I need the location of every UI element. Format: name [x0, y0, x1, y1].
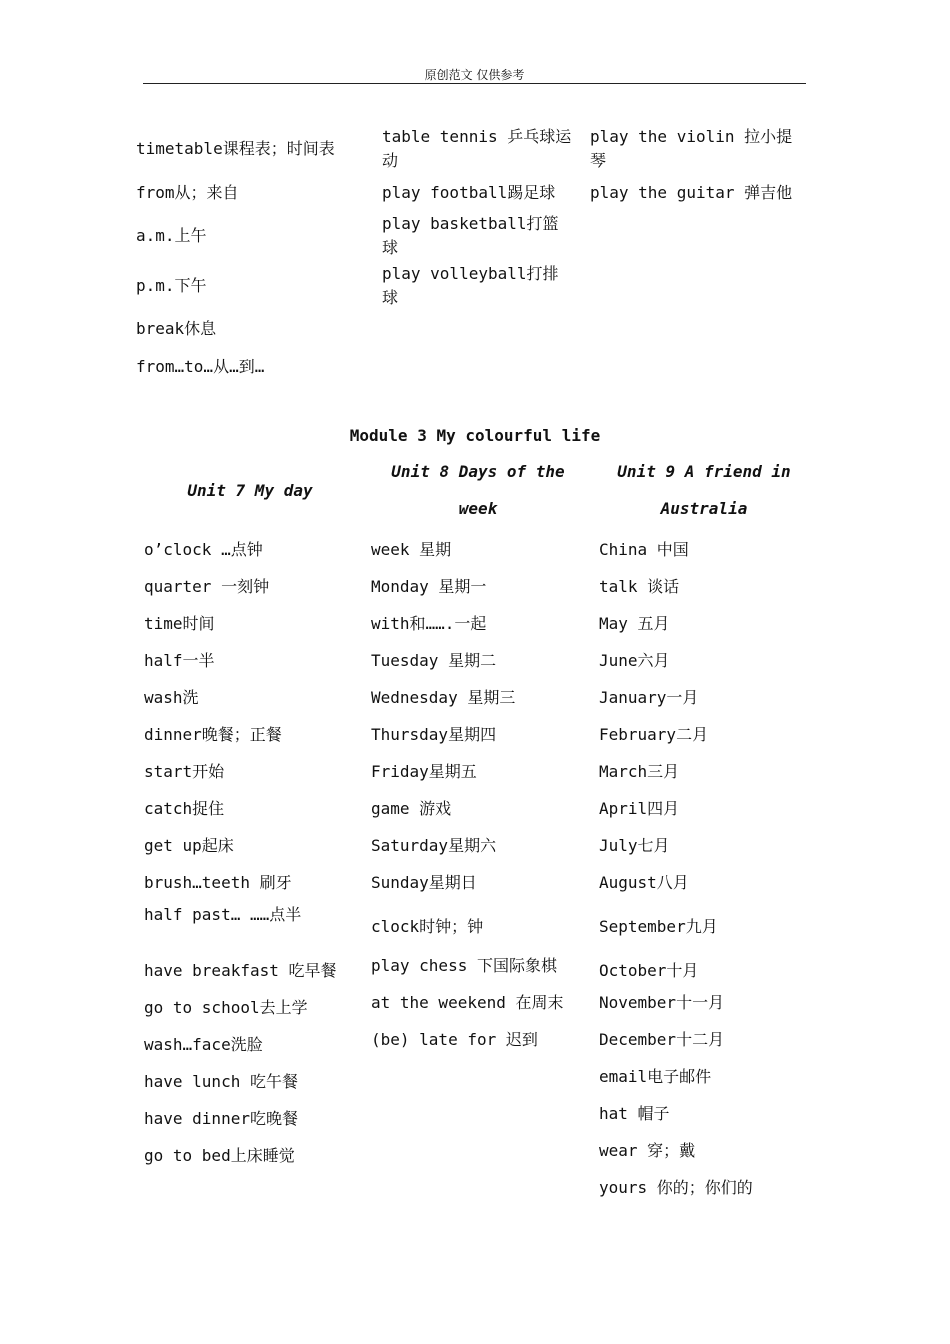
unit-9-title-line2: Australia — [660, 499, 748, 518]
vocab-entry: a.m.上午 — [136, 226, 207, 245]
header-text: 原创范文 仅供参考 — [424, 68, 525, 82]
vocab-entry: play basketball打篮球 — [382, 214, 559, 257]
vocab-entry: wear 穿；戴 — [599, 1141, 696, 1160]
vocab-entry: have breakfast 吃早餐 — [144, 961, 337, 980]
vocab-entry: June六月 — [599, 651, 670, 670]
vocab-entry: table tennis 乒乓球运动 — [382, 127, 572, 170]
vocab-entry: start开始 — [144, 762, 225, 781]
vocab-entry: Saturday星期六 — [371, 836, 497, 855]
vocab-entry: July七月 — [599, 836, 670, 855]
vocab-entry: August八月 — [599, 873, 689, 892]
vocab-entry: game 游戏 — [371, 799, 452, 818]
vocab-entry: February二月 — [599, 725, 709, 744]
vocab-entry: half一半 — [144, 651, 215, 670]
vocab-entry: hat 帽子 — [599, 1104, 670, 1123]
vocab-entry: China 中国 — [599, 540, 689, 559]
vocab-entry: quarter 一刻钟 — [144, 577, 270, 596]
vocab-entry: half past… ……点半 — [144, 905, 302, 924]
vocab-entry: at the weekend 在周末 — [371, 993, 564, 1012]
vocab-entry: April四月 — [599, 799, 680, 818]
vocab-entry: wash…face洗脸 — [144, 1035, 263, 1054]
vocab-entry: go to bed上床睡觉 — [144, 1146, 295, 1165]
vocab-entry: go to school去上学 — [144, 998, 308, 1017]
vocab-entry: dinner晚餐；正餐 — [144, 725, 282, 744]
vocab-entry: October十月 — [599, 961, 699, 980]
module-title: Module 3 My colourful life — [349, 426, 601, 445]
vocab-entry: Wednesday 星期三 — [371, 688, 516, 707]
vocab-entry: play football踢足球 — [382, 183, 556, 202]
vocab-entry: play the violin 拉小提琴 — [590, 127, 793, 170]
vocab-entry: catch捉住 — [144, 799, 225, 818]
vocab-entry: March三月 — [599, 762, 680, 781]
vocab-entry: December十二月 — [599, 1030, 725, 1049]
vocab-entry: from从；来自 — [136, 183, 239, 202]
vocab-entry: Monday 星期一 — [371, 577, 487, 596]
unit-7-title: Unit 7 My day — [187, 481, 313, 500]
vocab-entry: timetable课程表；时间表 — [136, 139, 335, 158]
vocab-entry: January一月 — [599, 688, 699, 707]
vocab-entry: talk 谈话 — [599, 577, 680, 596]
vocab-entry: Tuesday 星期二 — [371, 651, 497, 670]
vocab-entry: time时间 — [144, 614, 215, 633]
vocab-entry: November十一月 — [599, 993, 725, 1012]
unit-8-title-line2: week — [458, 499, 498, 518]
header-rule — [143, 83, 806, 84]
vocab-entry: break休息 — [136, 319, 217, 338]
vocab-entry: Thursday星期四 — [371, 725, 497, 744]
vocab-entry: yours 你的；你们的 — [599, 1178, 753, 1197]
vocab-entry: Friday星期五 — [371, 762, 477, 781]
vocab-entry: p.m.下午 — [136, 276, 207, 295]
vocab-entry: (be) late for 迟到 — [371, 1030, 538, 1049]
vocab-entry: play volleyball打排球 — [382, 264, 559, 307]
vocab-entry: from…to…从…到… — [136, 357, 265, 376]
vocab-entry: brush…teeth 刷牙 — [144, 873, 292, 892]
vocab-entry: September九月 — [599, 917, 718, 936]
vocab-entry: get up起床 — [144, 836, 234, 855]
vocab-entry: clock时钟；钟 — [371, 917, 484, 936]
vocab-entry: play chess 下国际象棋 — [371, 956, 557, 975]
vocab-entry: wash洗 — [144, 688, 199, 707]
vocab-entry: Sunday星期日 — [371, 873, 477, 892]
unit-9-title-line1: Unit 9 A friend in — [617, 462, 791, 481]
vocab-entry: play the guitar 弹吉他 — [590, 183, 793, 202]
vocab-entry: with和…….一起 — [371, 614, 487, 633]
vocab-entry: have dinner吃晚餐 — [144, 1109, 298, 1128]
vocab-entry: have lunch 吃午餐 — [144, 1072, 298, 1091]
vocab-entry: email电子邮件 — [599, 1067, 712, 1086]
unit-8-title — [366, 453, 590, 527]
unit-9-title — [594, 453, 814, 527]
vocab-entry: May 五月 — [599, 614, 670, 633]
unit-8-title-line1: Unit 8 Days of the — [391, 462, 565, 481]
vocab-entry: week 星期 — [371, 540, 452, 559]
vocab-entry: o’clock …点钟 — [144, 540, 263, 559]
